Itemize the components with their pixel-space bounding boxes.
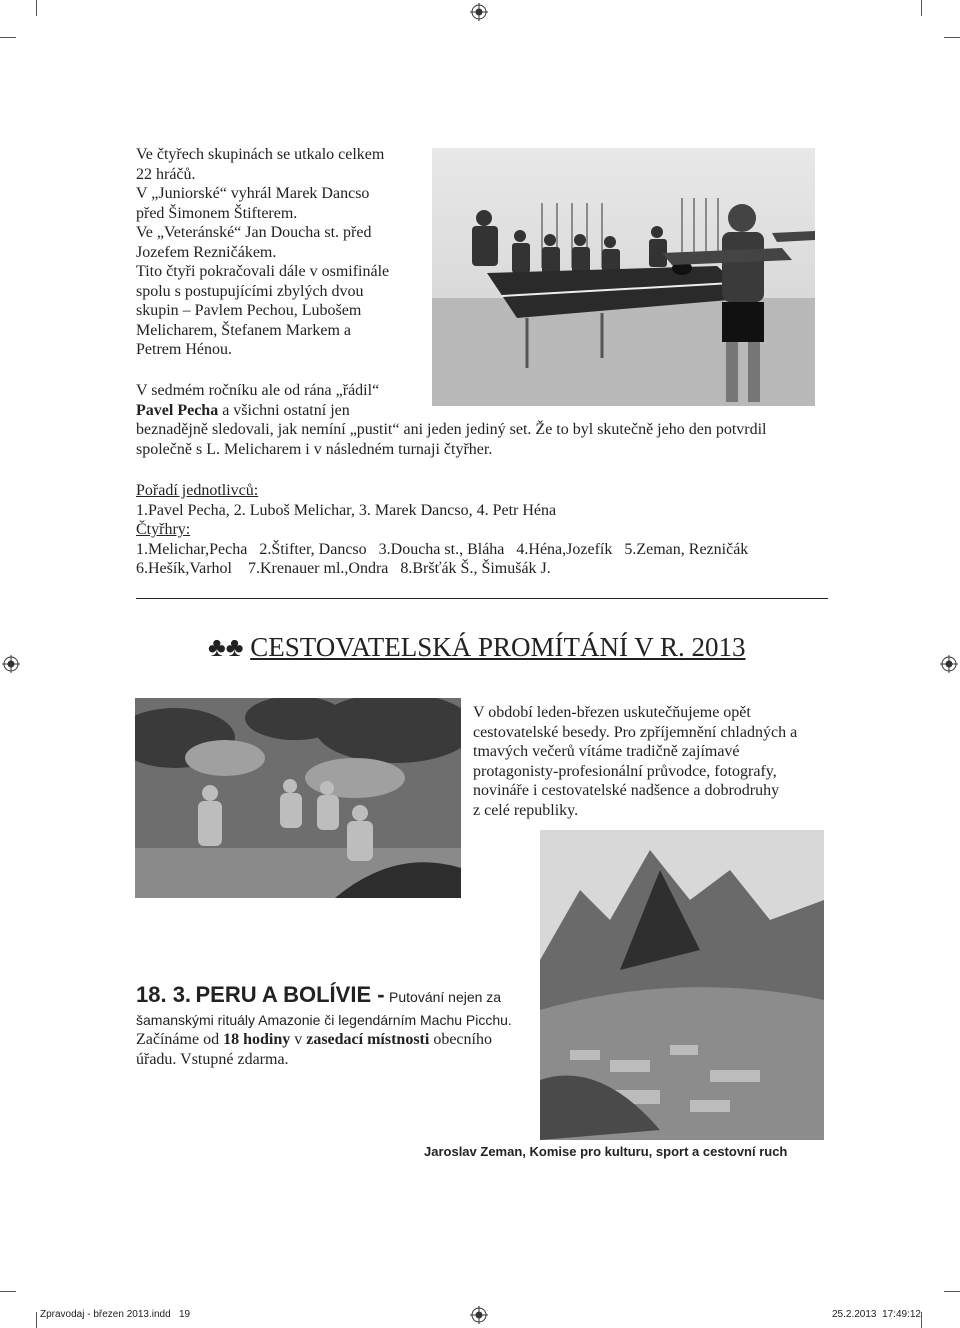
- text-line: novináře i cestovatelské nadšence a dobrodruhy: [473, 782, 780, 799]
- text-fragment: obecního: [429, 1031, 492, 1048]
- text-line: společně s L. Melicharem i v následném turnaji čtyřher.: [136, 440, 493, 458]
- registration-mark-icon: [470, 3, 488, 21]
- text-line: Petrem Hénou.: [136, 341, 232, 358]
- event-desc: Putování nejen za: [389, 989, 502, 1005]
- crop-mark: [0, 37, 16, 38]
- section-heading: [208, 631, 746, 663]
- text-line: protagonisty-profesionální průvodce, fotografy,: [473, 762, 777, 780]
- text-fragment: v: [290, 1031, 307, 1048]
- section-divider: [136, 598, 828, 599]
- tournament-paragraph-2: [136, 381, 836, 459]
- event-date: 18. 3.: [136, 982, 192, 1007]
- text-line: skupin – Pavlem Pechou, Lubošem: [136, 302, 362, 319]
- singles-results: 1.Pavel Pecha, 2. Luboš Melichar, 3. Marek Dancso, 4. Petr Héna: [136, 501, 557, 519]
- slug-file: Zpravodaj - březen 2013.indd 19: [40, 1309, 191, 1320]
- text-line: Jozefem Rezničákem.: [136, 243, 277, 261]
- crop-mark: [0, 1291, 16, 1292]
- event-block: [136, 982, 536, 1069]
- author-signature: Jaroslav Zeman, Komise pro kulturu, sport a cestovní ruch: [424, 1144, 788, 1159]
- crop-mark: [36, 1312, 37, 1328]
- jungle-photo: [135, 698, 461, 898]
- text-line: z celé republiky.: [473, 801, 579, 819]
- doubles-results: 1.Melichar,Pecha 2.Štifter, Dancso 3.Doucha st., Bláha 4.Héna,Jozefík 5.Zeman, Rezničák: [136, 540, 749, 558]
- section-title: CESTOVATELSKÁ PROMÍTÁNÍ V R. 2013: [250, 632, 746, 662]
- event-venue: zasedací místnosti: [306, 1031, 430, 1048]
- singles-heading: Pořadí jednotlivců:: [136, 482, 259, 499]
- text-line: Tito čtyři pokračovali dále v osmifinále: [136, 263, 390, 280]
- text-line: V sedmém ročníku ale od rána „řádil“: [136, 382, 380, 399]
- text-line: spolu s postupujícími zbylých dvou: [136, 282, 364, 300]
- text-line: V „Juniorské“ vyhrál Marek Dancso: [136, 185, 370, 202]
- crop-mark: [944, 1291, 960, 1292]
- crop-mark: [944, 37, 960, 38]
- winner-name: Pavel Pecha: [136, 401, 219, 419]
- registration-mark-icon: [470, 1306, 488, 1324]
- text-line: Ve čtyřech skupinách se utkalo celkem: [136, 146, 385, 163]
- crop-mark: [921, 0, 922, 16]
- slug-date: [832, 1309, 921, 1320]
- text-fragment: a všichni ostatní jen: [218, 401, 350, 419]
- text-line: Ve „Veteránské“ Jan Doucha st. před: [136, 224, 372, 241]
- text-line: beznadějně sledovali, jak nemíní „pustit“ ani jeden jediný set. Že to byl skutečně jeho den potvrdil: [136, 421, 767, 438]
- event-admission: úřadu. Vstupné zdarma.: [136, 1050, 289, 1068]
- table-tennis-photo: [432, 148, 815, 406]
- text-line: cestovatelské besedy. Pro zpříjemnění chladných a: [473, 723, 798, 741]
- crop-mark: [36, 0, 37, 16]
- event-time: 18 hodiny: [223, 1031, 291, 1048]
- text-line: 22 hráčů.: [136, 165, 196, 183]
- event-time-line: [136, 1030, 536, 1050]
- event-title: PERU A BOLÍVIE -: [195, 982, 385, 1007]
- doubles-heading: Čtyřhry:: [136, 521, 191, 538]
- crop-mark: [921, 1312, 922, 1328]
- tournament-intro: [136, 145, 426, 360]
- event-header: [136, 982, 536, 1011]
- club-symbol-icon: ♣♣: [208, 632, 244, 662]
- doubles-results: 6.Hešík,Varhol 7.Krenauer ml.,Ondra 8.Bršťák Š., Šimušák J.: [136, 560, 551, 577]
- text-line: Melicharem, Štefanem Markem a: [136, 321, 352, 339]
- text-line: V období leden-březen uskutečňujeme opět: [473, 704, 751, 721]
- slug-time-text: 17:49:12: [882, 1309, 921, 1320]
- slug-date-text: 25.2.2013: [832, 1309, 877, 1320]
- results-block: [136, 481, 836, 579]
- text-fragment: Začínáme od: [136, 1031, 224, 1048]
- text-line: před Šimonem Štifterem.: [136, 204, 298, 222]
- text-line: [136, 401, 836, 421]
- registration-mark-icon: [2, 655, 20, 673]
- text-line: tmavých večerů vítáme tradičně zajímavé: [473, 743, 740, 760]
- machu-picchu-photo: [540, 830, 824, 1140]
- section-intro: [473, 703, 853, 820]
- event-desc-line: šamanskými rituály Amazonie či legendárním Machu Picchu.: [136, 1012, 512, 1028]
- registration-mark-icon: [940, 655, 958, 673]
